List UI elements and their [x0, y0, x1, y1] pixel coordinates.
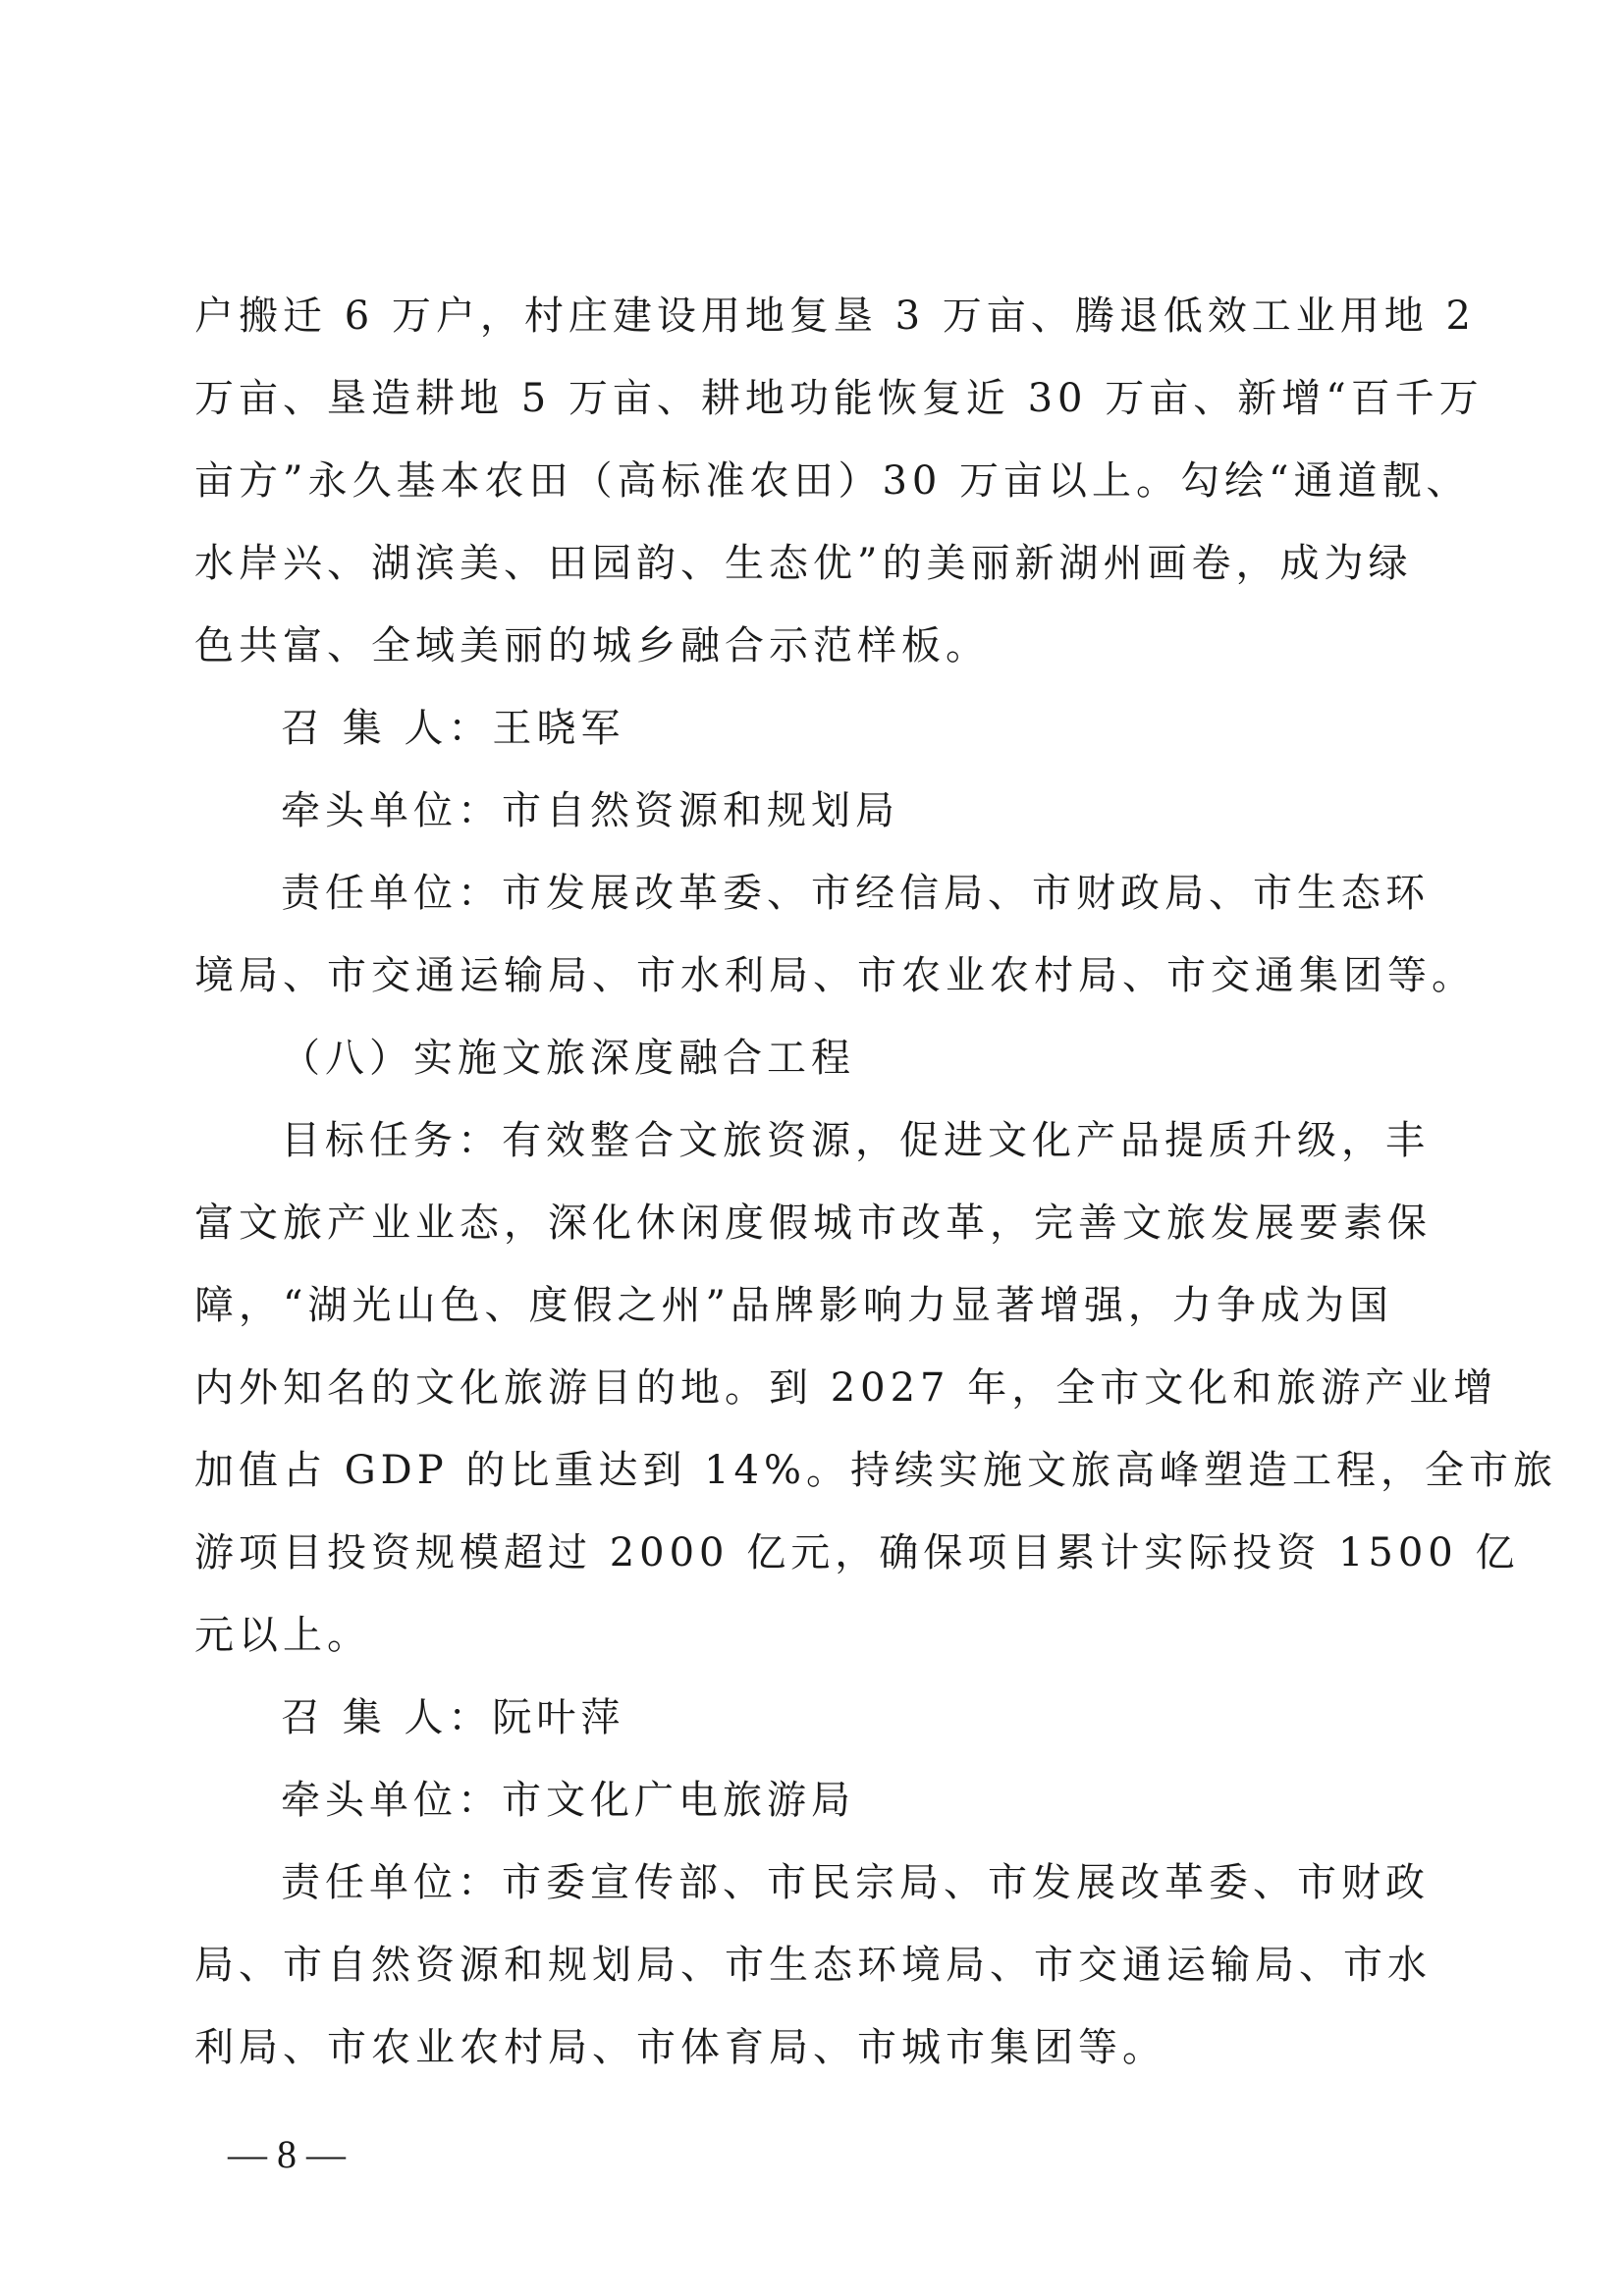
lead-unit-line: 牵头单位：市自然资源和规划局 [281, 788, 899, 833]
goal-task-line: 目标任务：有效整合文旅资源，促进文化产品提质升级，丰 [281, 1118, 1430, 1163]
text-line: 亩方”永久基本农田（高标准农田）30 万亩以上。勾绘“通道靓、 [194, 458, 1471, 504]
section-heading: （八）实施文旅深度融合工程 [281, 1036, 855, 1081]
convener-line: 召 集 人：阮叶萍 [281, 1695, 625, 1740]
lead-unit-line: 牵头单位：市文化广电旅游局 [281, 1778, 855, 1823]
page-number: — 8 — [228, 2132, 346, 2176]
text-line: 万亩、垦造耕地 5 万亩、耕地功能恢复近 30 万亩、新增“百千万 [194, 376, 1484, 421]
text-line: 水岸兴、湖滨美、田园韵、生态优”的美丽新湖州画卷，成为绿 [194, 541, 1413, 586]
responsible-units-line: 责任单位：市发展改革委、市经信局、市财政局、市生态环 [281, 871, 1430, 916]
responsible-units-line: 责任单位：市委宣传部、市民宗局、市发展改革委、市财政 [281, 1860, 1430, 1905]
text-line: 游项目投资规模超过 2000 亿元，确保项目累计实际投资 1500 亿 [194, 1530, 1520, 1575]
text-line: 内外知名的文化旅游目的地。到 2027 年，全市文化和旅游产业增 [194, 1365, 1498, 1411]
text-line: 色共富、全域美丽的城乡融合示范样板。 [194, 623, 990, 668]
text-line: 障，“湖光山色、度假之州”品牌影响力显著增强，力争成为国 [194, 1283, 1393, 1328]
document-body [194, 275, 1557, 2089]
text-line: 富文旅产业业态，深化休闲度假城市改革，完善文旅发展要素保 [194, 1201, 1432, 1246]
convener-line: 召 集 人：王晓军 [281, 706, 625, 751]
text-line: 加值占 GDP 的比重达到 14%。持续实施文旅高峰塑造工程，全市旅 [194, 1448, 1557, 1493]
text-line: 境局、市交通运输局、市水利局、市农业农村局、市交通集团等。 [194, 953, 1476, 998]
text-line: 元以上。 [194, 1613, 371, 1658]
text-line: 户搬迁 6 万户，村庄建设用地复垦 3 万亩、腾退低效工业用地 2 [194, 294, 1476, 339]
text-line: 局、市自然资源和规划局、市生态环境局、市交通运输局、市水 [194, 1943, 1432, 1988]
text-line: 利局、市农业农村局、市体育局、市城市集团等。 [194, 2025, 1166, 2070]
